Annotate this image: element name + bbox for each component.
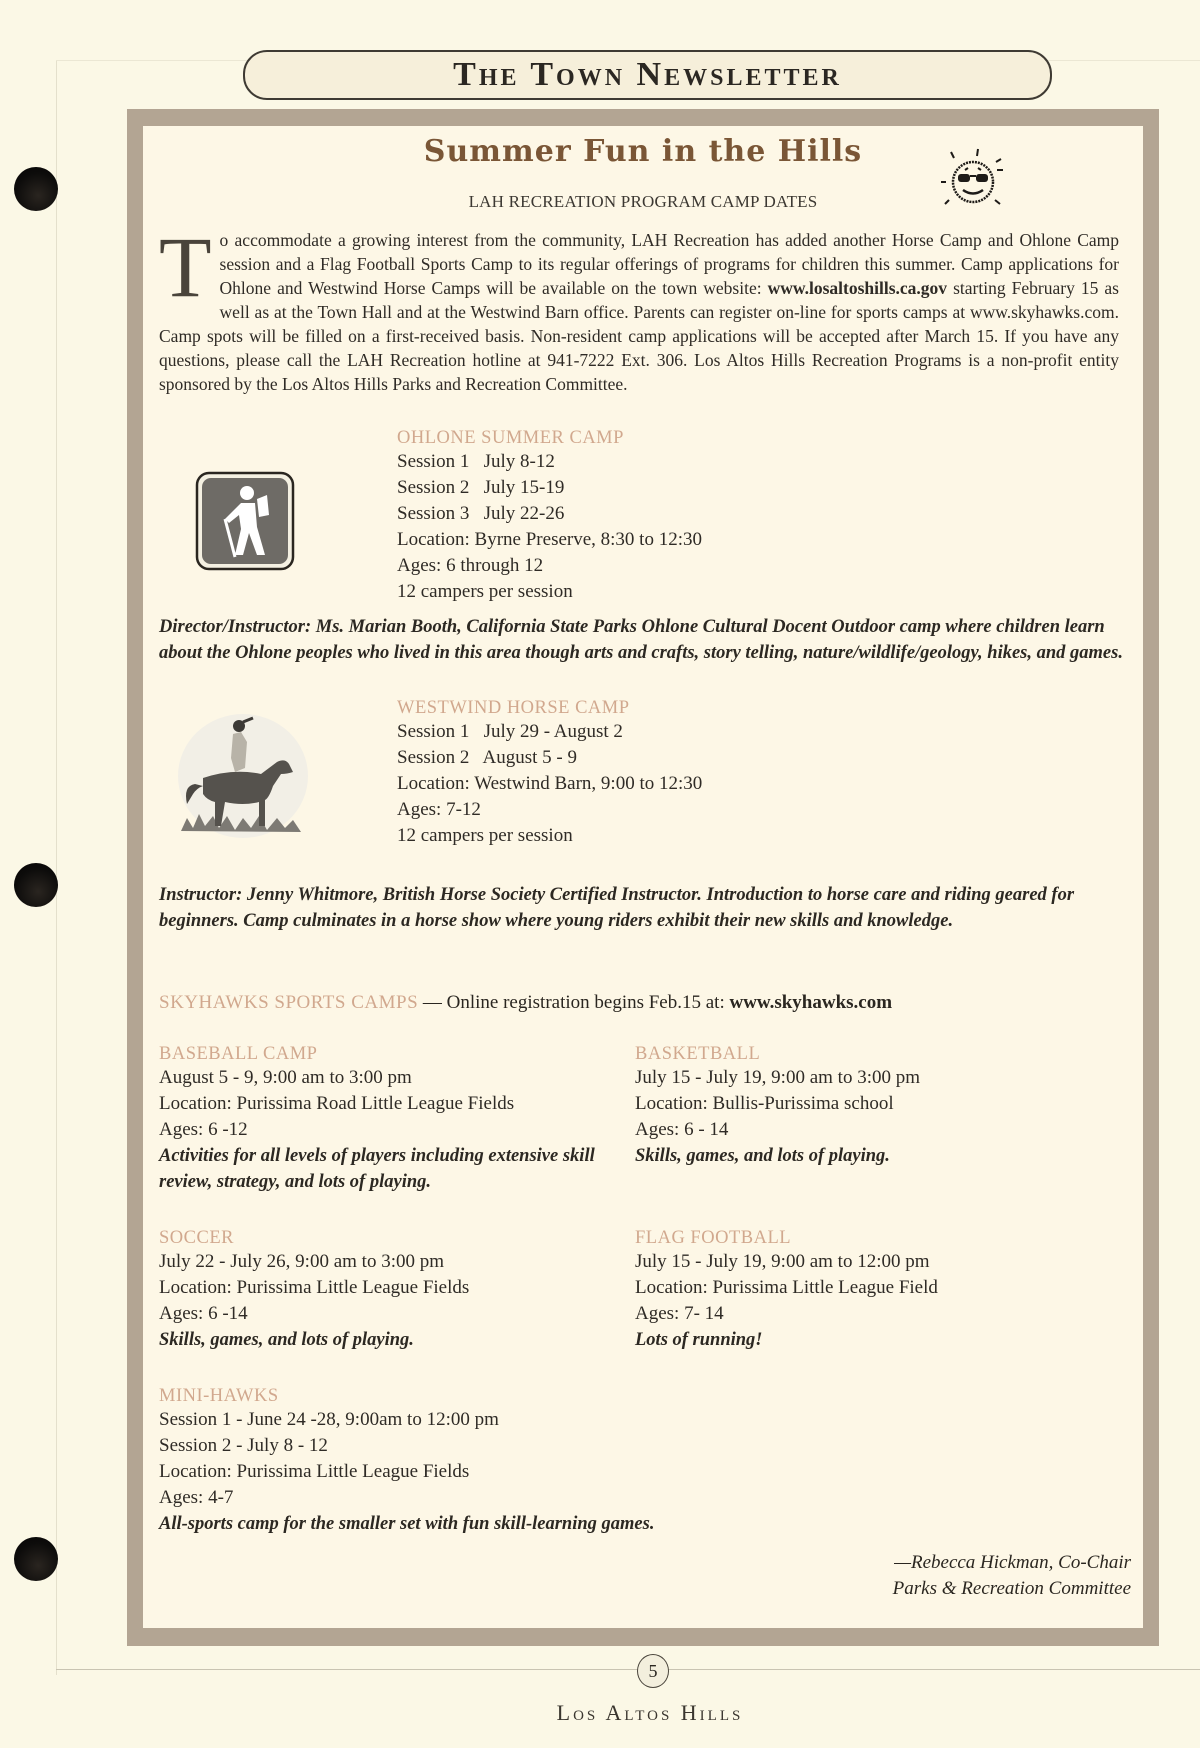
- mini-hawks-camp: [159, 1386, 959, 1537]
- ohlone-camp-heading: OHLONE SUMMER CAMP: [397, 428, 624, 448]
- basketball-line: Location: Bullis-Purissima school: [635, 1093, 894, 1114]
- footer-rule: [56, 1669, 1200, 1670]
- flag-football-note: Lots of running!: [635, 1330, 763, 1350]
- skyhawks-link[interactable]: www.skyhawks.com: [729, 992, 893, 1013]
- mini-hawks-note: All-sports camp for the smaller set with fun skill-learning games.: [159, 1514, 655, 1534]
- skyhawks-text: — Online registration begins Feb.15 at:: [418, 992, 730, 1013]
- horse-rider-illustration: [173, 706, 313, 841]
- westwind-line: 12 campers per session: [397, 825, 573, 846]
- flag-football-heading: FLAG FOOTBALL: [635, 1228, 792, 1248]
- soccer-note: Skills, games, and lots of playing.: [159, 1330, 414, 1350]
- ohlone-line: Session 3 July 22-26: [397, 503, 565, 524]
- westwind-line: Location: Westwind Barn, 9:00 to 12:30: [397, 773, 703, 794]
- soccer-line: Location: Purissima Little League Fields: [159, 1277, 470, 1298]
- footer-town-name: Los Altos Hills: [556, 1700, 744, 1725]
- westwind-line: Session 1 July 29 - August 2: [397, 721, 623, 742]
- baseball-heading: BASEBALL CAMP: [159, 1044, 318, 1064]
- soccer-camp: [159, 1228, 619, 1353]
- article-subtitle: LAH RECREATION PROGRAM CAMP DATES: [468, 192, 818, 211]
- westwind-camp-section: [397, 698, 702, 849]
- drop-cap: T: [159, 219, 212, 315]
- mini-hawks-line: Session 1 - June 24 -28, 9:00am to 12:00 pm: [159, 1409, 499, 1430]
- basketball-heading: BASKETBALL: [635, 1044, 761, 1064]
- westwind-line: Ages: 7-12: [397, 799, 481, 820]
- mini-hawks-heading: MINI-HAWKS: [159, 1386, 279, 1406]
- page-number: 5: [637, 1654, 669, 1688]
- basketball-line: Ages: 6 - 14: [635, 1119, 729, 1140]
- article-panel: [143, 126, 1143, 1628]
- article-title: Summer Fun in the Hills: [423, 134, 863, 169]
- ohlone-line: Session 1 July 8-12: [397, 451, 555, 472]
- baseball-camp: [159, 1044, 619, 1195]
- baseball-line: August 5 - 9, 9:00 am to 3:00 pm: [159, 1067, 412, 1088]
- westwind-camp-heading: WESTWIND HORSE CAMP: [397, 698, 630, 718]
- masthead-title: The Town Newsletter: [453, 56, 842, 93]
- ohlone-camp-section: [397, 428, 702, 605]
- baseball-line: Ages: 6 -12: [159, 1119, 248, 1140]
- signature-name: —Rebecca Hickman, Co-Chair: [894, 1552, 1131, 1573]
- basketball-camp: [635, 1044, 1095, 1169]
- signature-role: Parks & Recreation Committee: [892, 1578, 1131, 1599]
- ohlone-line: Ages: 6 through 12: [397, 555, 544, 576]
- westwind-line: Session 2 August 5 - 9: [397, 747, 577, 768]
- flag-football-line: Location: Purissima Little League Field: [635, 1277, 938, 1298]
- baseball-line: Location: Purissima Road Little League Fields: [159, 1093, 515, 1114]
- intro-text: o accommodate a growing interest from the community, LAH Recreation has added another Horse Camp and Ohlone Camp session and a Flag Football Sports Camp to its regular offerings of programs for children this summer. Camp applications for Ohlone and Westwind Horse Camps will be available on the town website:: [219, 230, 1119, 298]
- ohlone-description: Director/Instructor: Ms. Marian Booth, California State Parks Ohlone Cultural Docent Outdoor camp where children learn about the Ohlone peoples who lived in this area though arts and crafts, story telling, nature/wildlife/geology, hikes, and games.: [159, 617, 1123, 663]
- ohlone-line: Session 2 July 15-19: [397, 477, 565, 498]
- punch-hole: [14, 863, 58, 907]
- flag-football-line: Ages: 7- 14: [635, 1303, 724, 1324]
- mini-hawks-line: Session 2 - July 8 - 12: [159, 1435, 328, 1456]
- basketball-line: July 15 - July 19, 9:00 am to 3:00 pm: [635, 1067, 920, 1088]
- punch-hole: [14, 1537, 58, 1581]
- intro-paragraph: [159, 219, 1119, 396]
- westwind-description: Instructor: Jenny Whitmore, British Horse Society Certified Instructor. Introduction to horse care and riding geared for beginners. Camp culminates in a horse show where young riders exhibit their new skills and knowledge.: [159, 885, 1075, 931]
- mini-hawks-line: Location: Purissima Little League Fields: [159, 1461, 470, 1482]
- basketball-note: Skills, games, and lots of playing.: [635, 1146, 890, 1166]
- article-signature: [893, 1550, 1131, 1602]
- masthead: [243, 50, 1052, 100]
- soccer-line: Ages: 6 -14: [159, 1303, 248, 1324]
- mini-hawks-line: Ages: 4-7: [159, 1487, 234, 1508]
- skyhawks-intro: [159, 992, 892, 1014]
- baseball-note: Activities for all levels of players including extensive skill review, strategy, and lots of playing.: [159, 1146, 595, 1192]
- ohlone-line: Location: Byrne Preserve, 8:30 to 12:30: [397, 529, 702, 550]
- page-margin-rule: [56, 60, 57, 1675]
- soccer-line: July 22 - July 26, 9:00 am to 3:00 pm: [159, 1251, 444, 1272]
- intro-text-continued: starting February 15 as well as at the Town Hall and at the Westwind Barn office. Parents can register on-line for sports camps at www.skyhawks.com. Camp spots will be filled on a first-received basis. Non-resident camp applications will be accepted after March 15. If you have any questions, please call the LAH Recreation hotline at 941-7222 Ext. 306. Los Altos Hills Recreation Programs is a non-profit entity sponsored by the Los Altos Hills Parks and Recreation Committee.: [159, 278, 1119, 394]
- punch-hole: [14, 167, 58, 211]
- skyhawks-heading: SKYHAWKS SPORTS CAMPS: [159, 992, 419, 1013]
- hiker-icon: [195, 471, 295, 571]
- flag-football-line: July 15 - July 19, 9:00 am to 12:00 pm: [635, 1251, 930, 1272]
- ohlone-line: 12 campers per session: [397, 581, 573, 602]
- soccer-heading: SOCCER: [159, 1228, 234, 1248]
- flag-football-camp: [635, 1228, 1095, 1353]
- town-website-link[interactable]: www.losaltoshills.ca.gov: [767, 278, 948, 298]
